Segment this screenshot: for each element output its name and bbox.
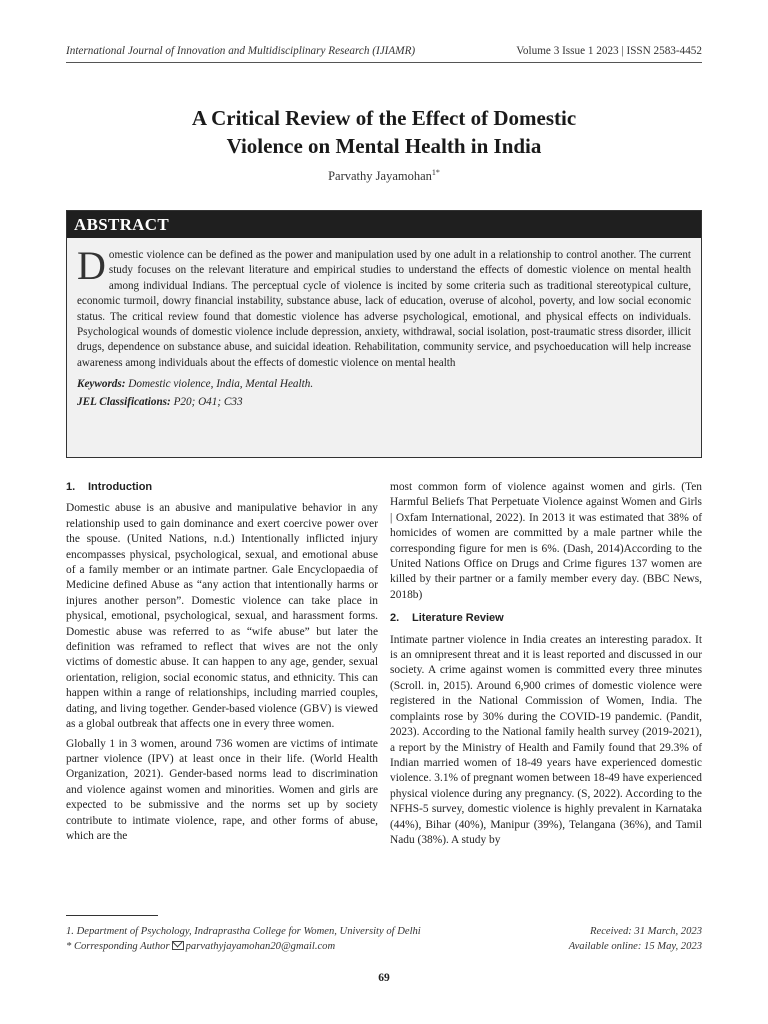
jel-line [77, 395, 691, 410]
author-marks: 1* [431, 168, 440, 177]
intro-paragraph-2: Globally 1 in 3 women, around 736 women are victims of intimate partner violence (IPV) at least once in their life. (World Health Organization, 2021). Gender-based norms lead to discrimination and violence against women and minorities. Women and girls are expected to be submissive and the norms set up by society contribute to intimate violence, rape, and other forms of abuse, which are the [66, 737, 378, 842]
keywords-value: Domestic violence, India, Mental Health. [125, 378, 314, 391]
corresponding-note [66, 940, 421, 955]
keywords-line [77, 377, 691, 392]
envelope-icon [172, 941, 184, 950]
section-number: 1. [66, 481, 76, 493]
literature-paragraph-1: Intimate partner violence in India creates an interesting paradox. It is an omnipresent threat and it is least reported and discussed in our society. A crime against women is committed every three minutes (Scroll. in, 2015). Around 6,900 crimes of domestic violence were registered in the National Commission of Women, India. The complaints rose by 30% during the COVID-19 pandemic. (Pandit, 2023). According to the National family health survey (2019-2021), a report by the Ministry of Health and Family found that 29.3% of Indian married women of 18-49 years have experienced domestic violence. 3.1% of pregnant women between 18-49 have experienced physical violence during any pregnancy. (S, 2022). According to the NFHS-5 survey, domestic violence is highly prevalent in Karnataka (44%), Bihar (40%), Manipur (39%), Telangana (36%), and Tamil Nadu (38%). A study by [390, 633, 702, 846]
journal-name: International Journal of Innovation and Multidisciplinary Research (IJIAMR) [66, 45, 416, 57]
abstract-heading: ABSTRACT [67, 211, 701, 238]
section-heading-introduction [66, 480, 378, 495]
keywords-label: Keywords: [77, 378, 126, 391]
header-divider [66, 62, 702, 63]
jel-value: P20; O41; C33 [170, 396, 243, 409]
corresponding-email[interactable]: parvathyjayamohan20@gmail.com [185, 940, 336, 952]
section-heading-literature-review [390, 611, 702, 626]
section-title: Introduction [88, 481, 153, 493]
intro-paragraph-continued: most common form of violence against women and girls. (Ten Harmful Beliefs That Perpetuate Violence against Women and Girls | Oxfam International, 2022). In 2013 it was estimated that 38% of homicides of women are committed by a male partner while the corresponding figure for men is 6%. (Dash, 2014)According to the United Nations Office on Drugs and Crime figures 137 women are killed by their partner or a family member every day. (BBC News, 2018b) [390, 481, 702, 601]
issue-info: Volume 3 Issue 1 2023 | ISSN 2583-4452 [516, 45, 702, 57]
abstract-body [67, 238, 701, 457]
jel-label: JEL Classifications: [77, 396, 171, 409]
page-number: 69 [378, 972, 390, 984]
footnotes [66, 925, 421, 954]
intro-paragraph-1: Domestic abuse is an abusive and manipulative behavior in any relationship used to gain dominance and exert coercive power over the spouse. (United Nations, n.d.) Intentionally inflicted injury encompasses physical, psychological, sexual, and emotional abuse of a family member or an intimate partner. Gale Encyclopaedia of Medicine defined Abuse as “any action that intentionally harms or injures another person”. Domestic violence can take place in physical, emotional, psychological, sexual, and harassment forms. Domestic abuse was referred to as “wife abuse” but later the definition was reframed to reflect that wives are not the only victims of domestic abuse. It can happen to any age, gender, sexual orientation, religion, social economic status, and ethnicity. This can happen within a range of relationships, including married couples, dating, and living together. Gender-based violence (GBV) is viewed as a global outbreak that affects one in every three women. [66, 502, 378, 731]
abstract-paragraph: omestic violence can be defined as the power and manipulation used by one adult in a relationship to control another. The current study focuses on the relevant literature and empirical studies to understand the effects of domestic violence on mental health among individual Indians. The perceptual cycle of violence is incited by some criteria such as traditional stereotypical culture, economic turmoil, dowry financial instability, substance abuse, lack of education, overuse of alcohol, poverty, and low social economic status. The critical review found that domestic violence has adverse psychological, emotional, and physical effects on individuals. Psychological wounds of domestic violence include depression, anxiety, withdrawal, social isolation, post-traumatic stress disorder, illicit drugs, dependence on substance abuse, and suicidal ideation. Rehabilitation, community service, and psychoeducation will help increase awareness among individuals about the effects of domestic violence on mental health [77, 249, 691, 369]
article-title [66, 104, 702, 160]
dates [569, 925, 702, 954]
abstract-box [66, 210, 702, 458]
drop-cap: D [77, 243, 106, 288]
section-title: Literature Review [412, 612, 504, 625]
title-line-1: A Critical Review of the Effect of Domestic [191, 106, 577, 130]
received-date: Received: 31 March, 2023 [590, 926, 702, 937]
left-column [66, 480, 378, 848]
section-number: 2. [390, 612, 400, 625]
corresponding-label: * Corresponding Author [66, 940, 170, 952]
available-date: Available online: 15 May, 2023 [568, 940, 702, 952]
title-line-2: Violence on Mental Health in India [226, 134, 542, 158]
footnote-divider [66, 915, 158, 916]
abstract-text [77, 243, 691, 371]
author-line [66, 168, 702, 184]
author-name: Parvathy Jayamohan [328, 169, 432, 184]
right-column [390, 480, 702, 852]
affiliation-note: 1. Department of Psychology, Indraprastha College for Women, University of Delhi [66, 926, 421, 937]
